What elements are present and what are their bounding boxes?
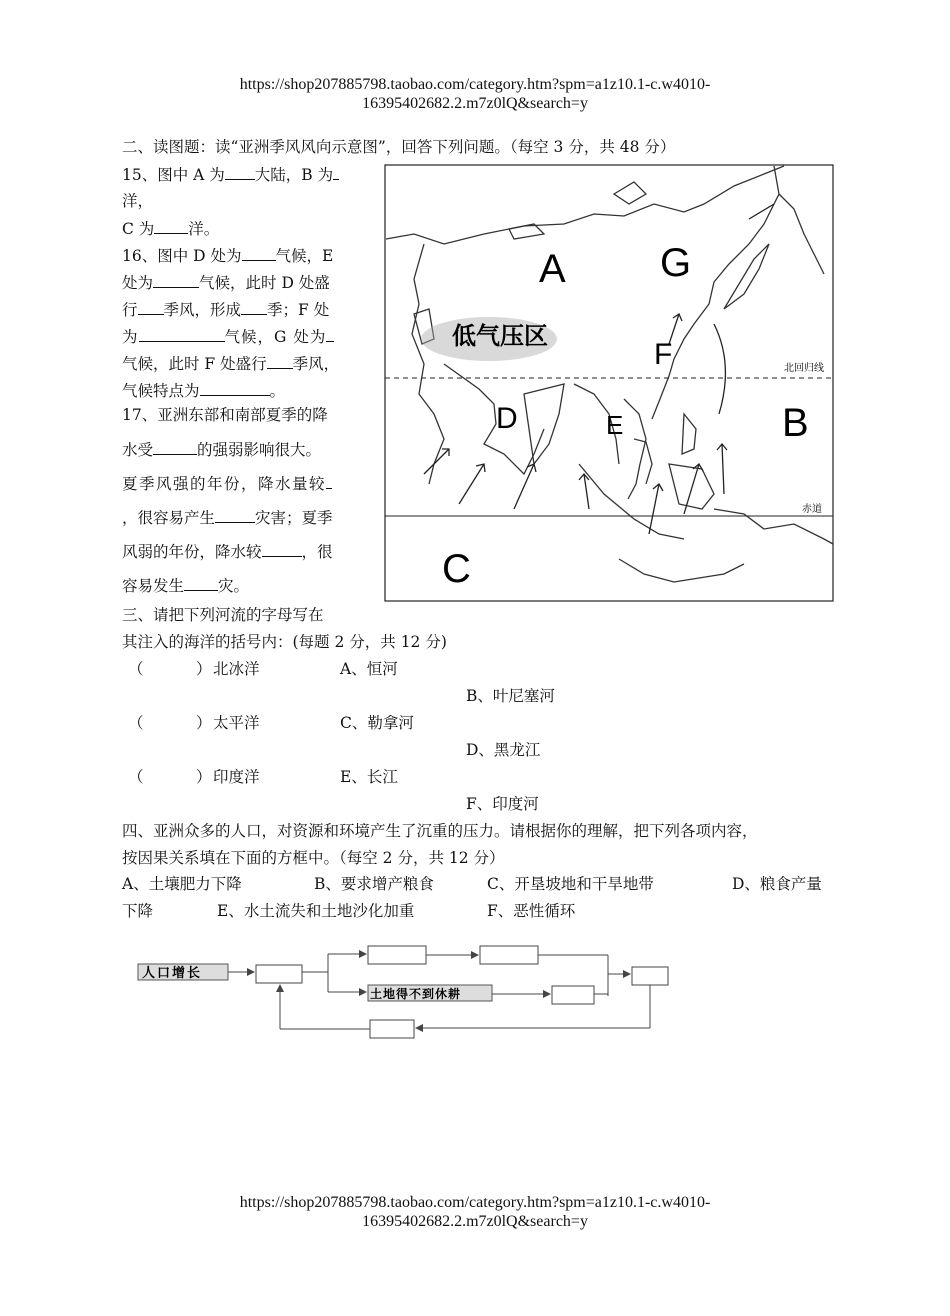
q16-text: 气候，G 处为 <box>224 328 327 346</box>
q17-text: 灾。 <box>218 577 250 595</box>
label-e: E <box>606 410 624 440</box>
s4-option-f: F、恶性循环 <box>487 902 576 920</box>
q16-text: 气候，此时 F 处盛行 <box>122 355 267 373</box>
s4-option-b: B、要求增产粮食 <box>314 875 434 893</box>
s3-paren-close-2: ） <box>196 714 212 732</box>
s3-option-f: F、印度河 <box>466 795 539 813</box>
label-c: C <box>442 547 471 591</box>
q17-blank-1[interactable] <box>153 439 197 455</box>
label-f: F <box>654 338 673 371</box>
q17-text: 风弱的年份，降水较 <box>122 543 262 561</box>
q16-line3 <box>122 299 329 320</box>
q17-blank-4[interactable] <box>262 541 302 557</box>
q17-text: 水受 <box>122 441 154 459</box>
q17-text: 夏季风强的年份，降水量较 <box>122 475 327 493</box>
q17-blank-2[interactable] <box>326 473 332 489</box>
map-frame <box>385 165 833 601</box>
s3-paren-1[interactable] <box>128 659 144 679</box>
q15-blank-c[interactable] <box>154 218 188 234</box>
q16-text: 季风， <box>292 355 340 373</box>
q17-line5 <box>122 541 333 562</box>
q16-text: 气候特点为 <box>122 382 200 400</box>
q17-text: 的强弱影响很大。 <box>197 441 322 459</box>
q16-line5 <box>122 353 339 374</box>
q17-text: 容易发生 <box>122 577 185 595</box>
answer-box-2[interactable] <box>368 946 426 964</box>
q17-text: ，很 <box>301 543 333 561</box>
section4-line1: 四、亚洲众多的人口，对资源和环境产生了沉重的压力。请根据你的理解，把下列各项内容， <box>122 822 758 840</box>
q17-line6 <box>122 575 249 596</box>
mid-label: 土地得不到休耕 <box>370 987 462 1001</box>
s4-option-a: A、土壤肥力下降 <box>122 875 242 893</box>
s3-paren-close-1: ） <box>196 660 212 678</box>
q16-line2 <box>122 272 330 293</box>
s4-option-d: D、粮食产量 <box>732 875 822 893</box>
q17-line2 <box>122 439 321 460</box>
q16-text: 气候，E <box>275 247 334 265</box>
q16-blank-monsoon[interactable] <box>138 299 164 315</box>
s3-option-c: C、勒拿河 <box>340 714 414 732</box>
q16-blank-g[interactable] <box>326 326 334 342</box>
equator-label: 赤道 <box>802 504 822 515</box>
header-url-line1[interactable]: https://shop207885798.taobao.com/category.htm?spm=a1z10.1-c.w4010- <box>239 76 711 93</box>
q15-line3 <box>122 218 219 239</box>
q16-blank-d[interactable] <box>242 245 276 261</box>
header-url-line2[interactable]: 16395402682.2.m7z0lQ&search=y <box>362 95 588 112</box>
q15-line1 <box>122 164 339 185</box>
q16-blank-f[interactable] <box>139 326 225 342</box>
s3-option-b: B、叶尼塞河 <box>466 687 555 705</box>
q15-text-b: 大陆，B 为 <box>254 166 334 184</box>
label-b: B <box>782 401 809 445</box>
footer-url-line2[interactable]: 16395402682.2.m7z0lQ&search=y <box>362 1213 588 1230</box>
q16-text: 。 <box>269 382 286 400</box>
answer-box-3[interactable] <box>480 946 538 964</box>
q17-blank-3[interactable] <box>215 507 255 523</box>
start-label: 人口增长 <box>142 966 203 981</box>
section3-title1: 三、请把下列河流的字母写在 <box>122 606 324 624</box>
q17-blank-5[interactable] <box>184 575 218 591</box>
section4-line2: 按因果关系填在下面的方框中。（每空 2 分，共 12 分） <box>122 849 505 867</box>
q17-line1: 17、亚洲东部和南部夏季的降 <box>122 406 328 424</box>
s3-paren-3[interactable] <box>128 767 144 787</box>
q17-text: ，很容易产生 <box>122 509 216 527</box>
s3-option-a: A、恒河 <box>340 660 398 678</box>
q15-line2: 洋， <box>122 192 154 210</box>
paren-open: （ <box>128 660 144 678</box>
footer-url-line1[interactable]: https://shop207885798.taobao.com/category.htm?spm=a1z10.1-c.w4010- <box>239 1194 711 1211</box>
s3-option-d: D、黑龙江 <box>466 741 541 759</box>
q15-text-e: 洋。 <box>188 220 220 238</box>
q16-blank-f-monsoon[interactable] <box>267 353 293 369</box>
q16-text: 为 <box>122 328 139 346</box>
section2-title: 二、读图题：读“亚洲季风风向示意图”，回答下列问题。（每空 3 分，共 48 分） <box>122 138 676 156</box>
tropic-label: 北回归线 <box>784 363 824 374</box>
q16-line4 <box>122 326 334 347</box>
asia-monsoon-map <box>384 164 834 602</box>
s3-option-e: E、长江 <box>340 768 398 786</box>
q17-line4 <box>122 507 333 528</box>
q15-blank-b[interactable] <box>333 164 339 180</box>
cause-effect-diagram <box>130 940 670 1040</box>
s3-ocean-3: 印度洋 <box>213 768 260 786</box>
q16-blank-feature[interactable] <box>200 380 270 396</box>
s4-option-c: C、开垦坡地和干旱地带 <box>487 875 654 893</box>
answer-box-1[interactable] <box>256 965 302 983</box>
s4-option-e: E、水土流失和土地沙化加重 <box>217 902 415 920</box>
q16-blank-e[interactable] <box>153 272 199 288</box>
s3-paren-2[interactable] <box>128 713 144 733</box>
paren-open: （ <box>128 768 144 786</box>
q17-text: 灾害；夏季 <box>255 509 333 527</box>
label-a: A <box>539 247 566 291</box>
q16-text: 处为 <box>122 274 154 292</box>
section3-title2: 其注入的海洋的括号内：(每题 2 分，共 12 分) <box>122 633 447 651</box>
q16-blank-season[interactable] <box>241 299 267 315</box>
s3-ocean-2: 太平洋 <box>213 714 260 732</box>
q16-line6 <box>122 380 285 401</box>
q16-text: 行 <box>122 301 138 319</box>
q16-text: 16、图中 D 处为 <box>122 247 242 265</box>
s3-paren-close-3: ） <box>196 768 212 786</box>
s4-option-d-cont: 下降 <box>122 902 154 920</box>
q16-line1 <box>122 245 333 266</box>
low-pressure-label: 低气压区 <box>452 322 548 350</box>
q15-text-d: C 为 <box>122 220 155 238</box>
label-d: D <box>496 402 518 435</box>
answer-box-6[interactable] <box>370 1020 414 1038</box>
q17-line3 <box>122 473 332 494</box>
paren-open: （ <box>128 714 144 732</box>
answer-box-5[interactable] <box>632 967 668 985</box>
s3-ocean-1: 北冰洋 <box>213 660 260 678</box>
label-g: G <box>660 241 692 285</box>
q15-blank-a[interactable] <box>225 164 255 180</box>
answer-box-4[interactable] <box>552 986 594 1004</box>
q15-text-a: 15、图中 A 为 <box>122 166 225 184</box>
q16-text: 季；F 处 <box>267 301 330 319</box>
q16-text: 季风，形成 <box>163 301 242 319</box>
q16-text: 气候，此时 D 处盛 <box>199 274 330 292</box>
